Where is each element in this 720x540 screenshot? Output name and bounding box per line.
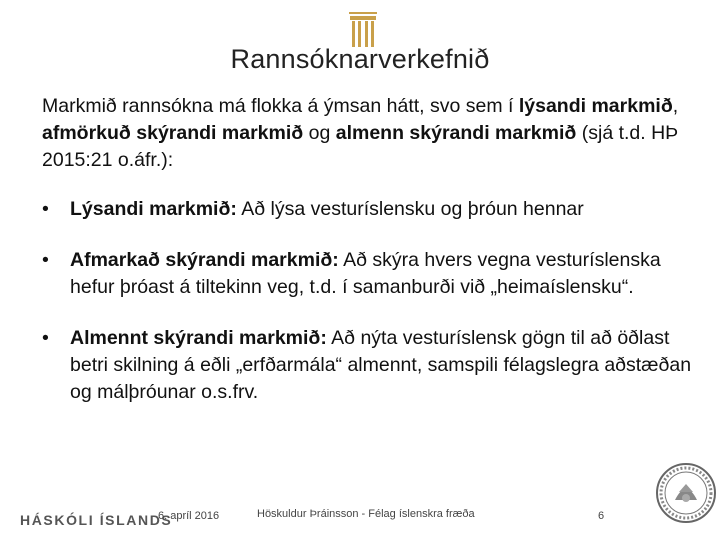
university-wordmark: HÁSKÓLI ÍSLANDS — [20, 512, 173, 528]
page-number: 6 — [598, 510, 605, 522]
slide-title: Rannsóknarverkefnið — [230, 44, 490, 74]
intro-bold-limited-explanatory: afmörkuð skýrandi markmið — [42, 122, 304, 144]
bullet-text: Að skýra hvers vegna vesturíslenska hefur þróast á tiltekinn veg, t.d. í samanburði við „heimaíslensku“. — [70, 249, 661, 298]
intro-text: og — [303, 122, 336, 144]
bullet-item — [42, 247, 692, 301]
intro-paragraph — [42, 93, 682, 174]
bullet-icon: • — [42, 327, 49, 349]
bullet-label: Lýsandi markmið: — [70, 198, 237, 220]
bullet-icon: • — [42, 249, 49, 271]
intro-text: , — [672, 95, 679, 117]
bullet-item — [42, 325, 692, 406]
university-seal-icon — [655, 462, 717, 524]
intro-text: Markmið rannsókna má flokka á ýmsan hátt, svo sem í — [42, 95, 519, 117]
bullet-text: Að nýta vesturíslensk gögn til að öðlast betri skilning á eðli „erfðarmála“ almennt, samspili félagslegra aðstæðan og málþróunar o.s.frv. — [70, 327, 692, 403]
bullet-list — [42, 196, 692, 406]
footer-date: 6. apríl 2016 — [158, 510, 220, 522]
bullet-text: Að lýsa vesturíslensku og þróun hennar — [236, 198, 584, 220]
intro-bold-descriptive: lýsandi markmið — [518, 95, 673, 117]
bullet-item — [42, 196, 692, 223]
footer-author: Höskuldur Þráinsson - Félag íslenskra fræða — [257, 508, 475, 520]
bullet-icon: • — [42, 198, 49, 220]
bullet-label: Almennt skýrandi markmið: — [70, 327, 327, 349]
intro-text: (sjá t.d. HÞ 2015:21 o.áfr.): — [42, 122, 679, 171]
bullet-label: Afmarkað skýrandi markmið: — [70, 249, 339, 271]
intro-bold-general-explanatory: almenn skýrandi markmið — [335, 122, 577, 144]
